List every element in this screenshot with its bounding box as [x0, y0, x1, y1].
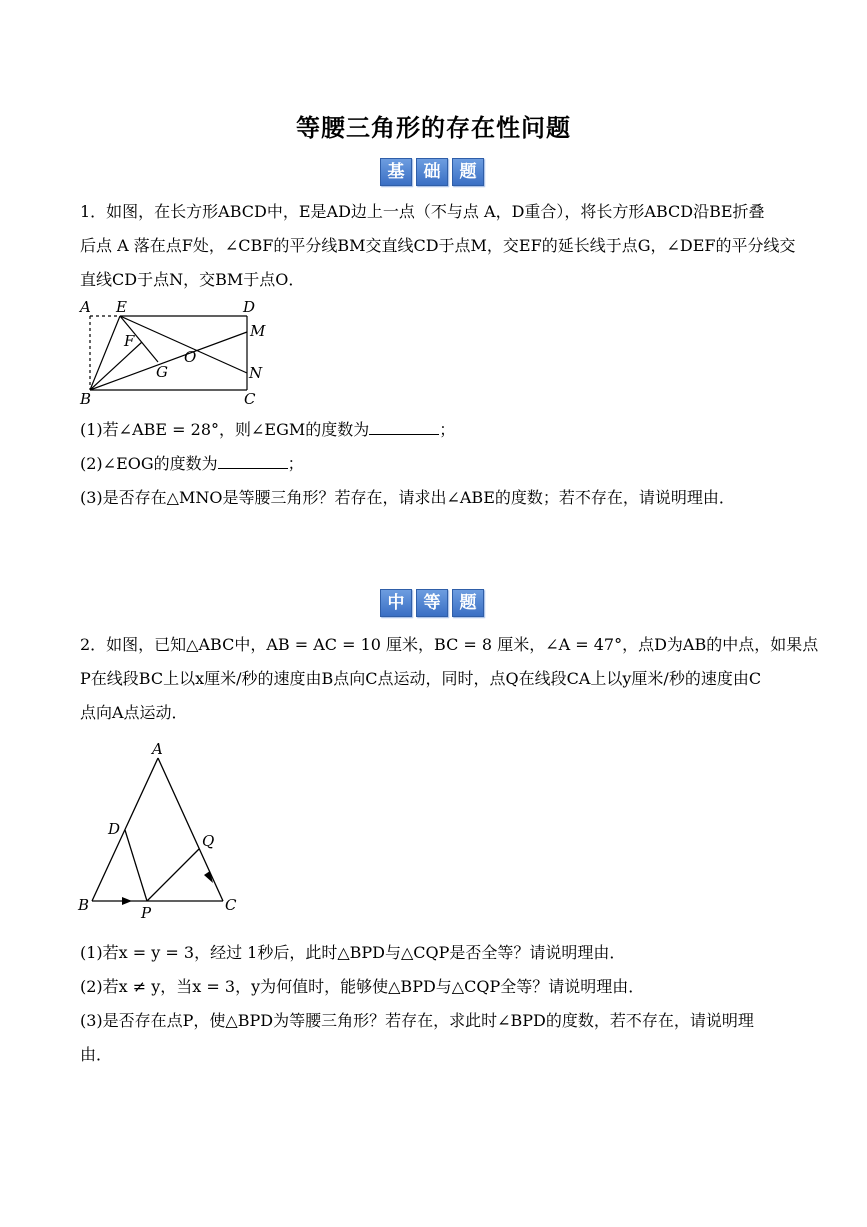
problem2-text-line: 点向A点运动． — [80, 703, 188, 722]
problem2-text-line: 2．如图，已知△ABC中，AB = AC = 10 厘米，BC = 8 厘米，∠A = 47°，点D为AB的中点，如果点 — [80, 635, 819, 654]
side-ab — [92, 758, 158, 901]
segment-dp — [125, 830, 147, 901]
label-b: B — [80, 390, 92, 408]
label-a: A — [152, 740, 163, 758]
badge-char: 等 — [416, 589, 448, 617]
page-title: 等腰三角形的存在性问题 — [296, 113, 571, 142]
badge-char: 中 — [380, 589, 412, 617]
answer-blank[interactable] — [369, 416, 439, 435]
problem1-text-line: 直线CD于点N，交BM于点O． — [80, 270, 305, 289]
problem1-question-1 — [80, 413, 792, 447]
question-punct: ； — [287, 454, 304, 473]
problem2-question-2: (2)若x ≠ y，当x = 3，y为何值时，能够使△BPD与△CQP全等？请说明理由． — [80, 977, 645, 996]
problem1-figure — [70, 296, 280, 408]
question-text: (2)∠EOG的度数为 — [80, 454, 218, 473]
label-a: A — [80, 298, 91, 316]
badge-char: 基 — [380, 158, 412, 186]
question-text: (1)若∠ABE = 28°，则∠EGM的度数为 — [80, 420, 370, 439]
problem1-text-line: 后点 A 落在点F处，∠CBF的平分线BM交直线CD于点M，交EF的延长线于点G，∠DEF的平分线交 — [80, 236, 796, 255]
arrow-b-to-c — [122, 897, 132, 905]
problem1-text-line: 1．如图，在长方形ABCD中，E是AD边上一点（不与点 A，D重合），将长方形ABCD沿BE折叠 — [80, 202, 765, 221]
label-m: M — [250, 322, 266, 340]
problem2-question-3-cont: 由． — [80, 1045, 113, 1064]
segment-pq — [147, 849, 199, 901]
section-badge-basic — [380, 158, 484, 186]
section-badge-intermediate — [380, 589, 484, 617]
problem2-question-3: (3)是否存在点P，使△BPD为等腰三角形？若存在，求此时∠BPD的度数，若不存在，请说明理 — [80, 1011, 754, 1030]
badge-char: 础 — [416, 158, 448, 186]
answer-blank[interactable] — [218, 450, 288, 469]
badge-char: 题 — [452, 589, 484, 617]
label-n: N — [249, 364, 263, 382]
problem1-question-3: (3)是否存在△MNO是等腰三角形？若存在，请求出∠ABE的度数；若不存在，请说明理由． — [80, 488, 735, 507]
problem1-question-2 — [80, 447, 792, 481]
segment-be — [90, 316, 120, 390]
problem2-question-1: (1)若x = y = 3，经过 1秒后，此时△BPD与△CQP是否全等？请说明理由． — [80, 943, 626, 962]
label-c: C — [225, 896, 237, 914]
label-b: B — [78, 896, 90, 914]
label-g: G — [156, 363, 168, 381]
label-o: O — [184, 348, 197, 366]
label-p: P — [141, 904, 152, 922]
badge-char: 题 — [452, 158, 484, 186]
question-punct: ； — [439, 420, 456, 439]
problem2-text-line: P在线段BC上以x厘米/秒的速度由B点向C点运动，同时，点Q在线段CA上以y厘米/秒的速度由C — [80, 669, 762, 688]
label-d: D — [108, 820, 121, 838]
label-e: E — [116, 298, 127, 316]
label-q: Q — [202, 832, 215, 850]
problem2-figure — [70, 738, 250, 923]
segment-bm — [90, 332, 247, 390]
label-d: D — [243, 298, 256, 316]
label-c: C — [244, 390, 256, 408]
label-f: F — [124, 332, 135, 350]
